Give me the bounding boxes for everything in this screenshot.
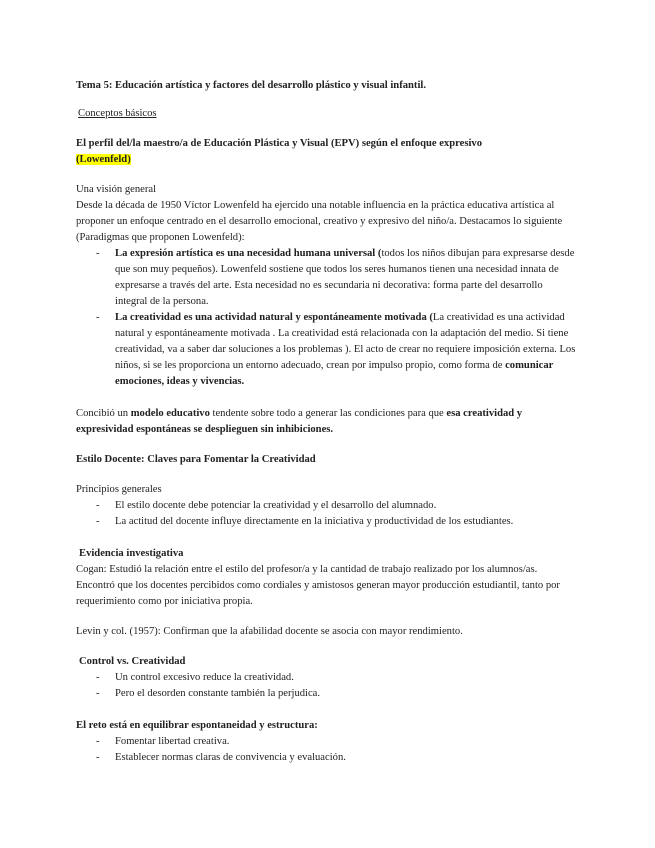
list-item: - Un control excesivo reduce la creatividad. [76,670,576,686]
list-item: - Fomentar libertad creativa. [76,734,576,750]
highlighted-lowenfeld: (Lowenfeld) [76,154,131,165]
paradigm-item: - La creatividad es una actividad natural y espontáneamente motivada (La creatividad es una actividad natural y espontáneamente motivada . La creatividad está relacionada con la adaptación del medio. Si tiene creatividad, va a saber dar soluciones a los problemas ). El acto de crear no requiere imposición externa. Los niños, si se les proporciona un entorno adecuado, crean por impulso propio, como forma de comunicar emociones, ideas y vivencias. [76,310,576,390]
reto-heading: El reto está en equilibrar espontaneidad y estructura: [76,720,318,731]
levin-paragraph: Levin y col. (1957): Confirman que la afabilidad docente se asocia con mayor rendimiento. [76,626,463,637]
document-title: Tema 5: Educación artística y factores del desarrollo plástico y visual infantil. [76,80,426,91]
cogan-paragraph: Cogan: Estudió la relación entre el estilo del profesor/a y la cantidad de trabajo realizado por los alumnos/as. Encontró que los docentes percibidos como cordiales y amistosos generan mayor producción estudiantil, tanto por requerimiento como por iniciativa propia. [76,564,560,607]
document-body [76,78,576,766]
list-item: - Pero el desorden constante también la perjudica. [76,686,576,702]
list-item: - El estilo docente debe potenciar la creatividad y el desarrollo del alumnado. [76,498,576,514]
list-item: - La actitud del docente influye directamente en la iniciativa y productividad de los estudiantes. [76,514,576,530]
paradigm-item: - La expresión artística es una necesidad humana universal (todos los niños dibujan para expresarse desde que son muy pequeños). Lowenfeld sostiene que todos los seres humanos tienen una necesidad innata de expresarse a través del arte. Esta necesidad no es secundaria ni decorativa: forma parte del desarrollo integral de la persona. [76,246,576,310]
vision-heading: Una visión general [76,184,157,195]
evidencia-heading: Evidencia investigativa [79,548,184,559]
list-item: - Establecer normas claras de convivencia y evaluación. [76,750,576,766]
reto-list [76,734,576,766]
control-heading: Control vs. Creatividad [79,656,186,667]
estilo-heading: Estilo Docente: Claves para Fomentar la Creatividad [76,454,316,465]
vision-intro: Desde la década de 1950 Víctor Lowenfeld ha ejercido una notable influencia en la práctica educativa artística al proponer un enfoque centrado en el desarrollo emocional, creativo y expresivo del niño/a. Destacamos lo siguiente (Paradigmas que proponen Lowenfeld): [76,200,563,243]
paradigm-list [76,246,576,390]
principios-heading: Principios generales [76,484,162,495]
perfil-heading: El perfil del/la maestro/a de Educación Plástica y Visual (EPV) según el enfoque expresivo (Lowenfeld) [76,138,482,165]
principios-list [76,498,576,530]
section-subtitle: Conceptos básicos [78,108,157,119]
control-list [76,670,576,702]
modelo-paragraph: Concibió un modelo educativo tendente sobre todo a generar las condiciones para que esa creatividad y expresividad espontáneas se desplieguen sin inhibiciones. [76,408,523,435]
